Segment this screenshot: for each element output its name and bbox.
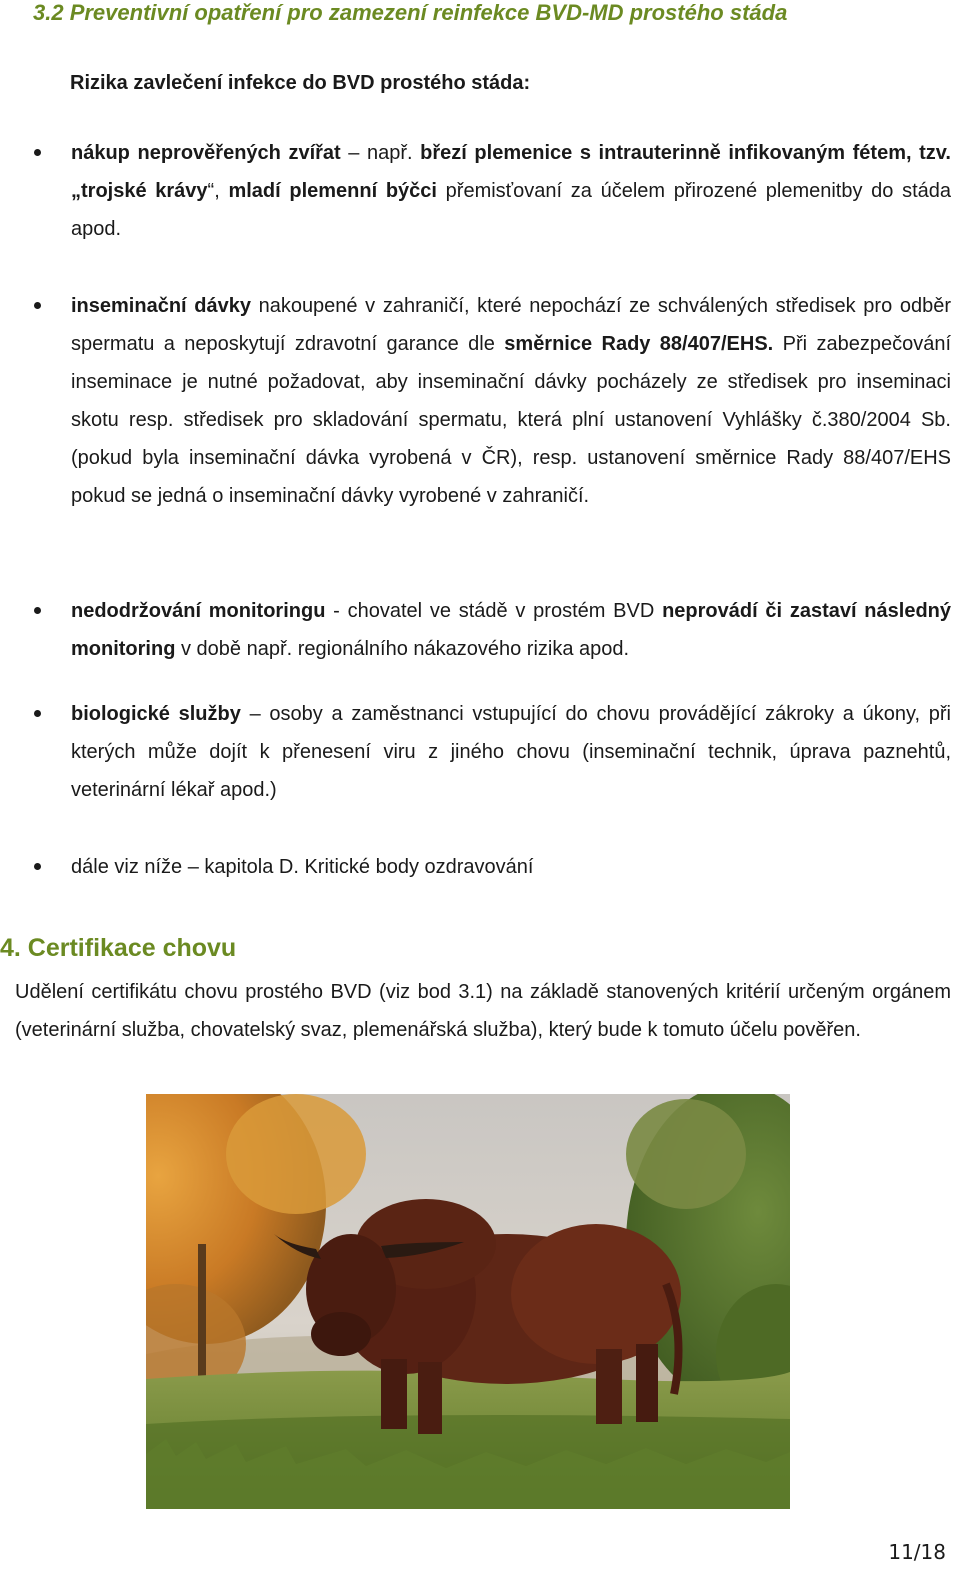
list-item-text (71, 695, 951, 809)
bull-photo (146, 1094, 790, 1509)
plain-text: v době např. regionálního nákazového rizika apod. (175, 638, 630, 660)
bold-text: směrnice Rady 88/407/EHS. (504, 333, 774, 355)
plain-text: přemisťovaní za účelem přirozené plemenitby do stáda apod. (71, 180, 952, 240)
plain-text: Při zabezpečování inseminace je nutné požadovat, aby inseminační dávky pocházely ze středisek pro inseminaci skotu resp. středisek pro skladování spermatu, která plní ustanovení Vyhlášky č.380/2004 Sb. (pokud byla inseminační dávka vyrobená v ČR), resp. ustanovení směrnice Rady 88/407/EHS pokud se jedná o inseminační dávky vyrobené v zahraničí. (71, 333, 952, 507)
plain-text: – osoby a zaměstnanci vstupující do chovu provádějící zákroky a úkony, při kterých může dojít k přenesení viru z jiného chovu (inseminační technik, úprava paznehtů, veterinární lékař apod.) (71, 703, 952, 801)
bold-text: inseminační dávky (71, 295, 251, 317)
bold-text: biologické služby (71, 703, 241, 725)
bullet-icon (34, 302, 41, 309)
plain-text: “, (207, 180, 229, 202)
plain-text: - chovatel ve stádě v prostém BVD (325, 600, 663, 622)
bullet-icon (34, 607, 41, 614)
bold-text: mladí plemenní býčci (228, 180, 437, 202)
page-number: 11/18 (888, 1540, 946, 1564)
bold-text: neprovádí či zastaví následný monitoring (71, 600, 951, 660)
chapter-heading: 4. Certifikace chovu (0, 934, 237, 962)
bullet-icon (34, 149, 41, 156)
chapter-body-text: Udělení certifikátu chovu prostého BVD (viz bod 3.1) na základě stanovených kritérií určeným orgánem (veterinární služba, chovatelský svaz, plemenářská služba), který bude k tomuto účelu pověřen. (15, 981, 951, 1041)
plain-text: dále viz níže – kapitola D. Kritické body ozdravování (71, 856, 534, 878)
list-item-text (71, 287, 951, 515)
bullet-icon (34, 863, 41, 870)
list-item-text (71, 592, 951, 668)
list-item-text (71, 848, 951, 886)
risk-heading: Rizika zavlečení infekce do BVD prostého stáda: (70, 72, 531, 94)
bold-text: březí plemenice s intrauterinně infikovaným fétem, tzv. „trojské krávy (71, 142, 951, 202)
plain-text: nakoupené v zahraničí, které nepochází ze schválených středisek pro odběr spermatu a neposkytují zdravotní garance dle (71, 295, 951, 355)
list-item-text (71, 134, 951, 248)
plain-text: – např. (340, 142, 421, 164)
section-heading: 3.2 Preventivní opatření pro zamezení reinfekce BVD-MD prostého stáda (33, 0, 788, 25)
bold-text: nedodržování monitoringu (71, 600, 326, 622)
bullet-icon (34, 710, 41, 717)
bold-text: nákup neprověřených zvířat (71, 142, 341, 164)
